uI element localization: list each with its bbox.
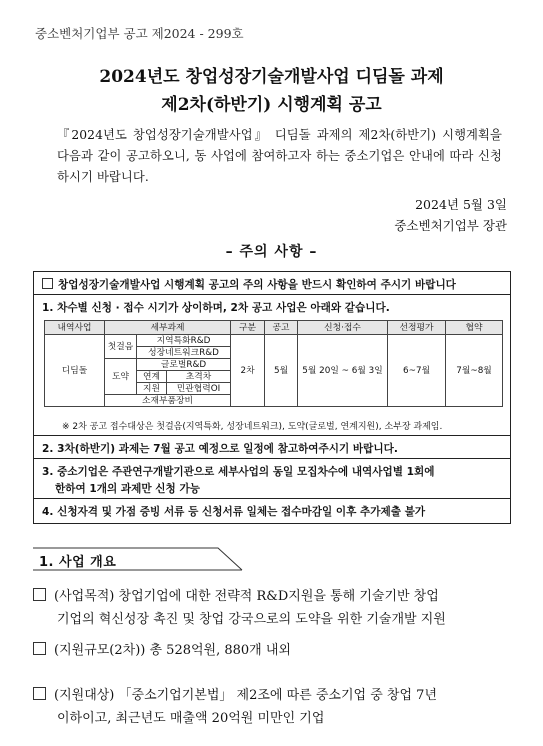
section-1-header [33,547,243,571]
cell-round: 2차 [231,335,265,407]
notice-number: 중소벤처기업부 공고 제2024 - 299호 [35,26,244,41]
cell-scaleup: 초격차 [167,371,231,383]
caution-header [42,277,456,292]
col-notice: 공고 [265,321,298,335]
checkbox-icon [33,687,46,700]
target-line-2: 이하이고, 최근년도 매출액 20억원 미만인 기업 [57,711,325,726]
cell-program: 디딤돌 [45,335,105,407]
title-line-2: 제2차(하반기) 시행계획 공고 [161,95,382,115]
checkbox-icon [42,278,53,289]
cell-evaluation: 6~7월 [388,335,446,407]
col-agreement: 협약 [446,321,503,335]
section-1-title: 1. 사업 개요 [39,555,117,570]
caution-item-3-line-2: 한하여 1개의 과제만 신청 가능 [55,483,200,495]
schedule-table [44,320,503,407]
cell-support: 지원 [137,383,167,395]
caution-title: – 주의 사항 – [225,244,318,260]
col-program: 내역사업 [45,321,105,335]
intro-paragraph: 『2024년도 창업성장기술개발사업』 디딤돌 과제의 제2차(하반기) 시행계획을 다음과 같이 공고하오니, 동 사업에 참여하고자 하는 중소기업은 안내에 따라 신청하시기 바랍니다. [57,128,502,184]
cell-leap: 도약 [105,359,137,395]
col-subtask: 세부과제 [105,321,231,335]
cell-link: 연계 [137,371,167,383]
col-type: 구분 [231,321,265,335]
divider [34,435,510,436]
issuer: 중소벤처기업부 장관 [394,218,507,233]
list-item [33,684,513,730]
title-line-1: 2024년도 창업성장기술개발사업 디딤돌 과제 [99,67,444,87]
checkbox-icon [33,588,46,601]
caution-item-4: 4. 신청자격 및 가점 증빙 서류 등 신청서류 일체는 접수마감일 이후 추가제출 불가 [42,506,426,518]
checkbox-icon [33,642,46,655]
table-row [45,335,503,347]
caution-header-text: 창업성장기술개발사업 시행계획 공고의 주의 사항을 반드시 확인하여 주시기 바랍니다 [58,279,456,291]
cell-parts: 소재부품장비 [105,395,231,407]
list-item [33,585,513,631]
cell-agreement: 7월~8월 [446,335,503,407]
divider [34,458,510,459]
cell-public-private: 민관협력OI [167,383,231,395]
scale-text: (지원규모(2차)) 총 528억원, 880개 내외 [54,643,291,658]
purpose-line-2: 기업의 혁신성장 촉진 및 창업 강국으로의 도약을 위한 기술개발 지원 [57,612,446,627]
col-evaluation: 선정평가 [388,321,446,335]
col-application: 신청·접수 [298,321,388,335]
cell-first-step: 첫걸음 [105,335,137,359]
caution-box [33,271,511,524]
list-item [33,639,513,662]
divider [34,294,510,295]
caution-item-1: 1. 차수별 신청 · 접수 시기가 상이하며, 2차 공고 사업은 아래와 같습니다. [42,302,390,314]
cell-global: 글로벌R&D [137,359,231,371]
caution-note: ※ 2차 공고 접수대상은 첫걸음(지역특화, 성장네트워크), 도약(글로벌, 연계지원), 소부장 과제임. [62,422,443,432]
divider [34,498,510,499]
purpose-line-1: (사업목적) 창업기업에 대한 전략적 R&D지원을 통해 기술기반 창업 [54,589,439,604]
notice-date: 2024년 5월 3일 [415,197,507,212]
cell-regional: 지역특화R&D [137,335,231,347]
caution-item-3-line-1: 3. 중소기업은 주관연구개발기관으로 세부사업의 동일 모집차수에 내역사업별 1회에 [42,466,435,478]
cell-application: 5월 20일 ~ 6월 3일 [298,335,388,407]
cell-network: 성장네트워크R&D [137,347,231,359]
cell-notice-month: 5월 [265,335,298,407]
caution-item-2: 2. 3차(하반기) 과제는 7월 공고 예정으로 일정에 참고하여주시기 바랍니다. [42,443,398,455]
target-line-1: (지원대상) 「중소기업기본법」 제2조에 따른 중소기업 중 창업 7년 [54,688,438,703]
table-header-row [45,321,503,335]
